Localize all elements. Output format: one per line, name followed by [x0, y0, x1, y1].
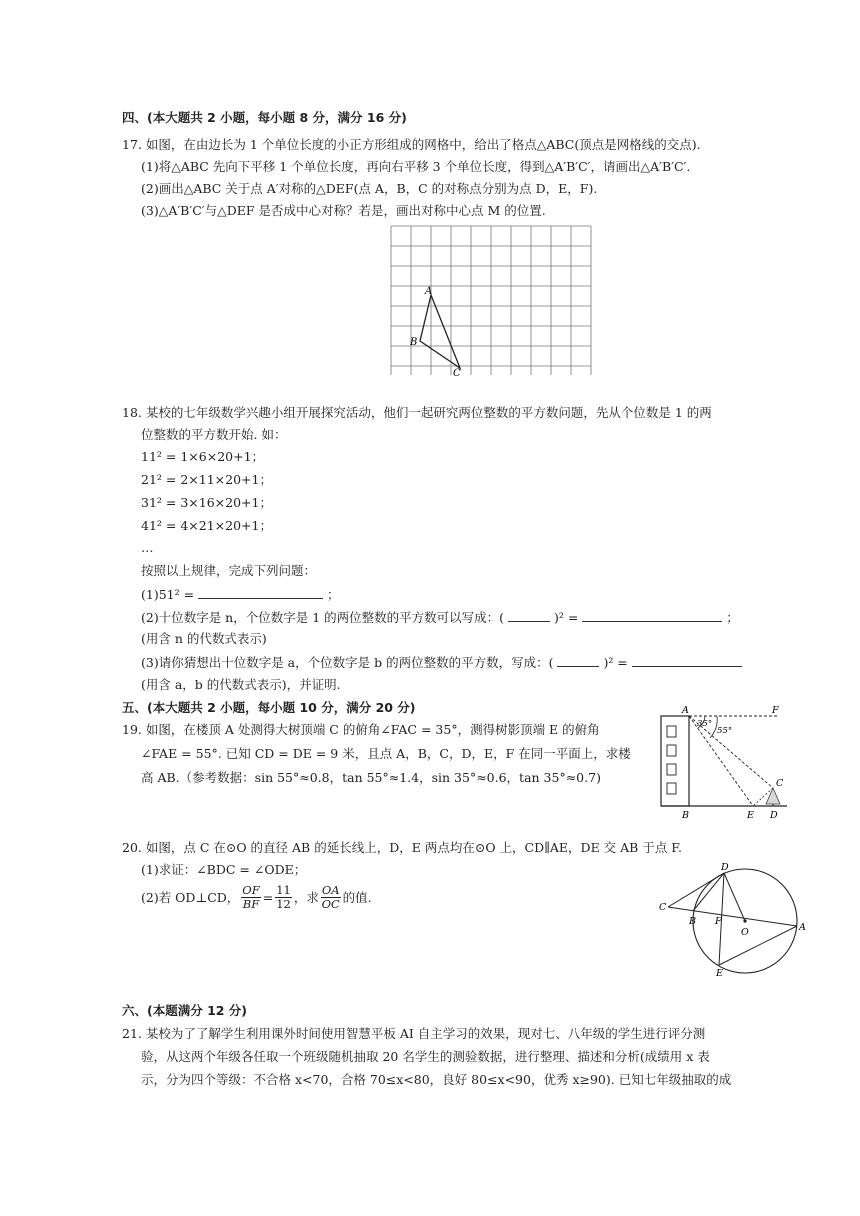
label-a: A [682, 705, 689, 716]
fraction-numerator: OF [242, 883, 260, 897]
line-do [724, 873, 745, 921]
fraction-denominator: OC [321, 897, 340, 911]
fraction-numerator: 11 [276, 883, 291, 897]
q19-line2: ∠FAE = 55°. 已知 CD = DE = 9 米，且点 A，B，C，D，E，F 在同一平面上，求楼 [141, 746, 631, 761]
label-angle-55: 55° [717, 726, 733, 736]
label-e: E [747, 810, 754, 821]
label-f: F [772, 705, 779, 716]
q20-line1: 20. 如图，点 C 在⊙O 的直径 AB 的延长线上，D，E 两点均在⊙O 上，CD∥AE，DE 交 AB 于点 F. [122, 840, 682, 855]
fraction-denominator: BF [242, 897, 260, 911]
q17-stem: 17. 如图，在由边长为 1 个单位长度的小正方形组成的网格中，给出了格点△ABC(顶点是网格线的交点). [122, 137, 701, 152]
section-6-heading: 六、(本题满分 12 分) [122, 1003, 248, 1018]
q18-part3 [141, 654, 742, 671]
fraction-numerator: OA [321, 883, 340, 897]
fraction-of-bf [241, 884, 260, 911]
q21-line1: 21. 某校为了了解学生利用课外时间使用智慧平板 AI 自主学习的效果，现对七、八年级的学生进行评分测 [122, 1026, 706, 1041]
label-angle-35: 35° [697, 719, 713, 729]
q18-instruction: 按照以上规律，完成下列问题： [141, 563, 317, 578]
q20-line3 [141, 884, 372, 911]
label-o: O [741, 927, 749, 938]
label-c: C [659, 902, 667, 913]
window-2 [667, 745, 676, 756]
equals-sign: = [262, 889, 274, 905]
tree [766, 788, 780, 804]
q20-value-text: 的值. [342, 889, 372, 905]
q18-part1-answer-blank[interactable] [198, 586, 323, 599]
q18-example-1: 11² = 1×6×20+1； [141, 449, 265, 464]
q18-part2-note: (用含 n 的代数式表示) [141, 631, 267, 646]
q18-stem-line1: 18. 某校的七年级数学兴趣小组开展探究活动，他们一起研究两位整数的平方数问题，先从个位数是 1 的两 [122, 405, 712, 420]
q18-example-2: 21² = 2×11×20+1； [141, 472, 272, 487]
label-d: D [770, 810, 778, 821]
q18-example-4: 41² = 4×21×20+1； [141, 518, 272, 533]
q19-building-tree-figure [655, 700, 795, 822]
q17-part1: (1)将△ABC 先向下平移 1 个单位长度，再向右平移 3 个单位长度，得到△A′B′C′，请画出△A′B′C′. [141, 159, 691, 174]
q17-part3: (3)△A′B′C′与△DEF 是否成中心对称？若是，画出对称中心点 M 的位置. [141, 203, 546, 218]
fraction-11-12 [275, 884, 292, 911]
q18-example-3: 31² = 3×16×20+1； [141, 495, 272, 510]
q18-part3-answer-blank[interactable] [632, 654, 742, 667]
line-ea [719, 926, 797, 965]
building [661, 716, 689, 806]
q20-part2-text: (2)若 OD⊥CD， [141, 889, 240, 905]
q19-line3: 高 AB.（参考数据：sin 55°≈0.8，tan 55°≈1.4，sin 35°≈0.6，tan 35°≈0.7) [141, 770, 601, 785]
q20-circle-figure [652, 838, 812, 978]
q18-part2 [141, 609, 739, 626]
q18-part2-mid: )² = [553, 610, 579, 625]
window-1 [667, 726, 676, 737]
label-a: A [425, 286, 433, 297]
q18-part1-text: (1)51² = [141, 587, 195, 602]
q18-part3-text: (3)请你猜想出十位数字是 a，个位数字是 b 的两位整数的平方数，写成：( [141, 655, 554, 670]
q21-line3: 示，分为四个等级：不合格 x<70，合格 70≤x<80，良好 80≤x<90，优秀 x≥90). 已知七年级抽取的成 [141, 1072, 732, 1087]
q20-line2: (1)求证：∠BDC = ∠ODE； [141, 862, 307, 877]
label-c: C [453, 368, 461, 377]
q17-part2: (2)画出△ABC 关于点 A′对称的△DEF(点 A，B，C 的对称点分别为点 D，E，F). [141, 181, 598, 196]
q21-line2: 验，从这两个年级各任取一个班级随机抽取 20 名学生的测验数据，进行整理、描述和分析(成绩用 x 表 [141, 1049, 710, 1064]
q18-part3-base-blank[interactable] [557, 654, 599, 667]
label-e: E [716, 968, 723, 978]
q20-find-text: ，求 [293, 889, 319, 905]
q18-part1 [141, 586, 340, 603]
q18-part1-end: ； [327, 587, 340, 602]
center-o-dot [743, 919, 746, 922]
q18-part2-answer-blank[interactable] [582, 609, 722, 622]
label-f: F [715, 916, 722, 927]
label-d: D [721, 862, 729, 873]
line-ca [668, 907, 797, 926]
line-db [693, 873, 724, 911]
q18-part3-mid: )² = [603, 655, 628, 670]
line-cd [668, 873, 724, 907]
q18-part3-note: (用含 a，b 的代数式表示)，并证明. [141, 677, 341, 692]
label-a: A [799, 922, 806, 933]
fraction-oa-oc [321, 884, 341, 911]
label-c: C [776, 778, 784, 789]
label-b: B [682, 810, 689, 821]
section-5-heading: 五、(本大题共 2 小题，每小题 10 分，满分 20 分) [122, 700, 416, 715]
q18-part2-base-blank[interactable] [508, 609, 550, 622]
q18-stem-line2: 位整数的平方数开始. 如： [141, 427, 287, 442]
fraction-denominator: 12 [276, 897, 291, 911]
q18-ellipsis: … [141, 540, 154, 555]
section-4-heading: 四、(本大题共 2 小题，每小题 8 分，满分 16 分) [122, 110, 407, 125]
q17-grid-figure [390, 225, 592, 377]
q18-part2-end: ； [726, 610, 739, 625]
label-b: B [410, 337, 418, 348]
label-b: B [689, 916, 696, 927]
window-3 [667, 764, 676, 775]
window-4 [667, 783, 676, 794]
q19-line1: 19. 如图，在楼顶 A 处测得大树顶端 C 的俯角∠FAC = 35°，测得树影顶端 E 的俯角 [122, 722, 600, 737]
q18-part2-text: (2)十位数字是 n，个位数字是 1 的两位整数的平方数可以写成：( [141, 610, 505, 625]
